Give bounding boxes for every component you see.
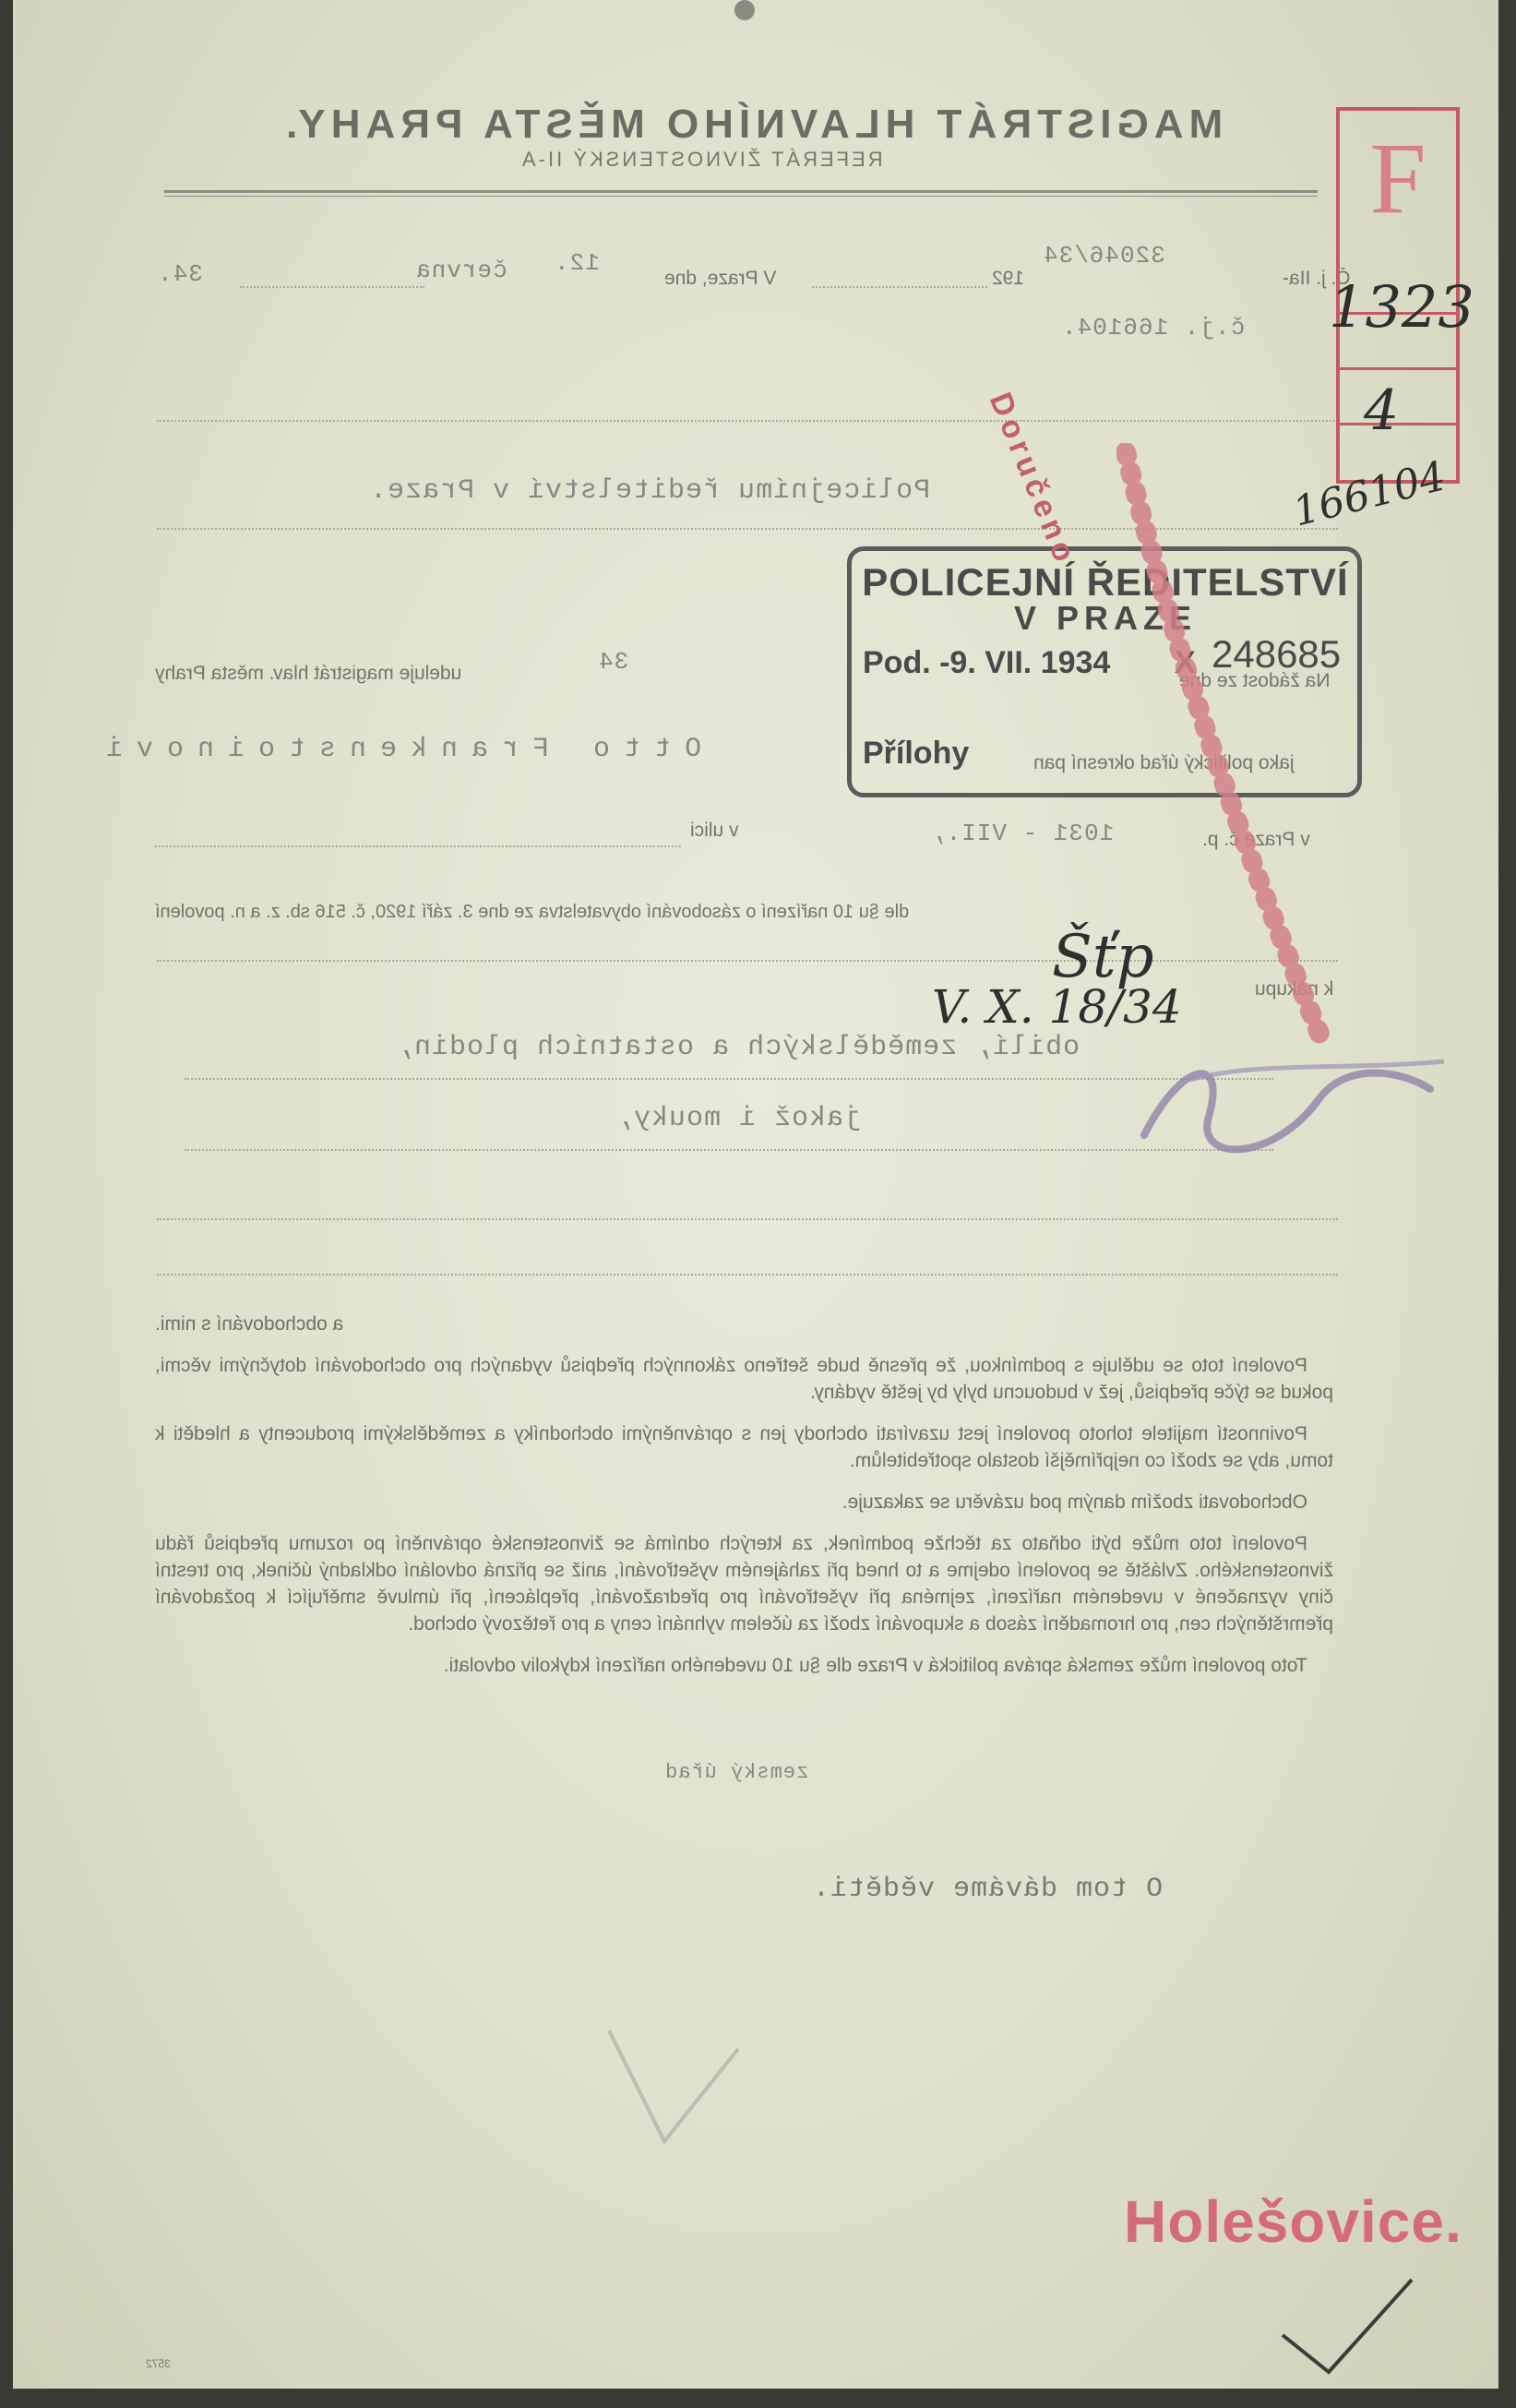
goods-line-1: obilí, zemědělských a ostatních plodin, — [396, 1032, 1080, 1063]
house-number: 1031 - VII., — [930, 820, 1115, 847]
police-stamp-number: 248685 — [1212, 632, 1342, 676]
faint-pencil-scribble — [591, 2012, 757, 2160]
handwritten-date-note: V. X. 18/34 — [932, 980, 1182, 1034]
applicant-name: Otto Frankenstoinovi — [92, 734, 702, 765]
condition-paragraph: Povinností majitele tohoto povolení jest uzavírati obchody jen s oprávněnými obchodníky a zemědělskými producenty a hleděti k tomu, aby se zboží co nejpřímější dostalo spotřebitelům. — [155, 1423, 1333, 1471]
purpose-label: k nákupu — [1255, 978, 1334, 1000]
condition-paragraph: Toto povolení může zemská správa politická v Praze dle §u 10 uvedeného nařízení kdykoliv odvolati. — [443, 1655, 1307, 1676]
pencil-check-mark — [1273, 2270, 1421, 2381]
year-prefix: 192 — [992, 268, 1025, 289]
typed-correction: zemský úřad — [664, 1761, 809, 1784]
police-stamp-date: Pod. -9. VII. 1934 — [863, 645, 1111, 680]
place-label: V Praze, dne — [664, 268, 777, 289]
f-stamp-letter: F — [1369, 122, 1426, 234]
condition-paragraph: Povolení toto se uděluje s podmínkou, že přesně bude šetřeno zákonných předpisů vydaných pro obchodování dotyčnými věcmi, pokud se týče předpisů, jež v budoucnu byly by ještě vydány. — [155, 1355, 1333, 1403]
police-stamp-city: V PRAZE — [1013, 599, 1198, 637]
police-stamp-attachments: Přílohy — [863, 736, 970, 771]
punch-hole — [734, 0, 755, 20]
grant-line-1: udeluje magistrát hlav. města Prahy 34 Na žádost ze dne — [155, 648, 1331, 691]
cj-label: Č. j. IIa- — [1283, 268, 1351, 289]
police-stamp-title: POLICEJNÍ ŘEDITELSTVÍ — [862, 560, 1349, 604]
delivered-stamp: Doručeno — [982, 388, 1084, 571]
handwritten-number: 1323 — [1329, 273, 1474, 341]
month-typed: června — [415, 257, 507, 284]
header-rule — [164, 190, 1318, 193]
purple-signature — [1126, 1024, 1458, 1181]
handwritten-reference: 166104 — [1288, 452, 1450, 536]
blank-line — [157, 420, 1338, 422]
closing-line: O tom dáváme věděti. — [812, 1874, 1164, 1905]
scan-edge-bottom — [0, 2389, 1516, 2408]
number-typed: 32046/34 — [1043, 242, 1165, 270]
office-heading: MAGISTRÁT HLAVNÍHO MĚSTA PRAHY. — [281, 102, 1224, 147]
day-typed: 12. — [554, 249, 600, 277]
header-rule-thin — [164, 196, 1318, 197]
scan-edge-right — [1498, 0, 1516, 2408]
handwritten-signature: Šťp — [1052, 923, 1154, 991]
condition-paragraph: Obchodovati zbožím daným pod uzávěru se zakazuje. — [842, 1492, 1307, 1513]
secondary-number: č.j. 166104. — [1061, 314, 1246, 341]
grant-line-3: v Praze č. p. 1031 - VII., v ulici — [155, 820, 1345, 857]
grant-line-2: Otto Frankenstoinovi jako politický úřad okresní pan — [92, 734, 1295, 773]
law-reference: dle §u 10 nařízení o zásobování obyvatelstva ze dne 3. září 1920, č. 516 sb. z. a n. povolení — [155, 902, 910, 922]
condition-paragraph: a obchodování s nimi. — [155, 1313, 344, 1335]
conditions-text — [155, 1311, 1333, 1694]
handwritten-fraction: 4 — [1364, 378, 1400, 443]
footer-code: 3572 — [146, 2357, 171, 2370]
district-stamp: Holešovice. — [1124, 2188, 1462, 2255]
police-stamp-section: X — [1175, 645, 1196, 680]
scan-edge-left — [0, 0, 13, 2408]
recipient: Policejnímu ředitelství v Praze. — [369, 475, 931, 507]
year-typed: 34. — [157, 260, 203, 288]
reference-line — [148, 242, 1351, 297]
condition-paragraph: Povolení toto může býti odňato za těchže podmínek, za kterých odnímá se živnostenské oprávnění po rozumu předpisů řádu živnostenského. Zvláště se povolení odejme a to hned při zahájeném vyšetřování, aniž se přizná odvolání odkladný účinek, pro trestní činy vyznačené v uvedeném nařízení, zejména při vyšetřování pro předražování, přeplácení, při úmluvě směřující k požadování přemrštěných cen, pro hromadění zásob a skupování zboží za účelem vyhnání ceny a pro řetězový obchod. — [155, 1533, 1333, 1635]
department-heading: REFERÁT ŽIVNOSTENSKÝ II-A — [519, 148, 883, 171]
goods-line-2: jakož i mouky, — [615, 1103, 862, 1134]
